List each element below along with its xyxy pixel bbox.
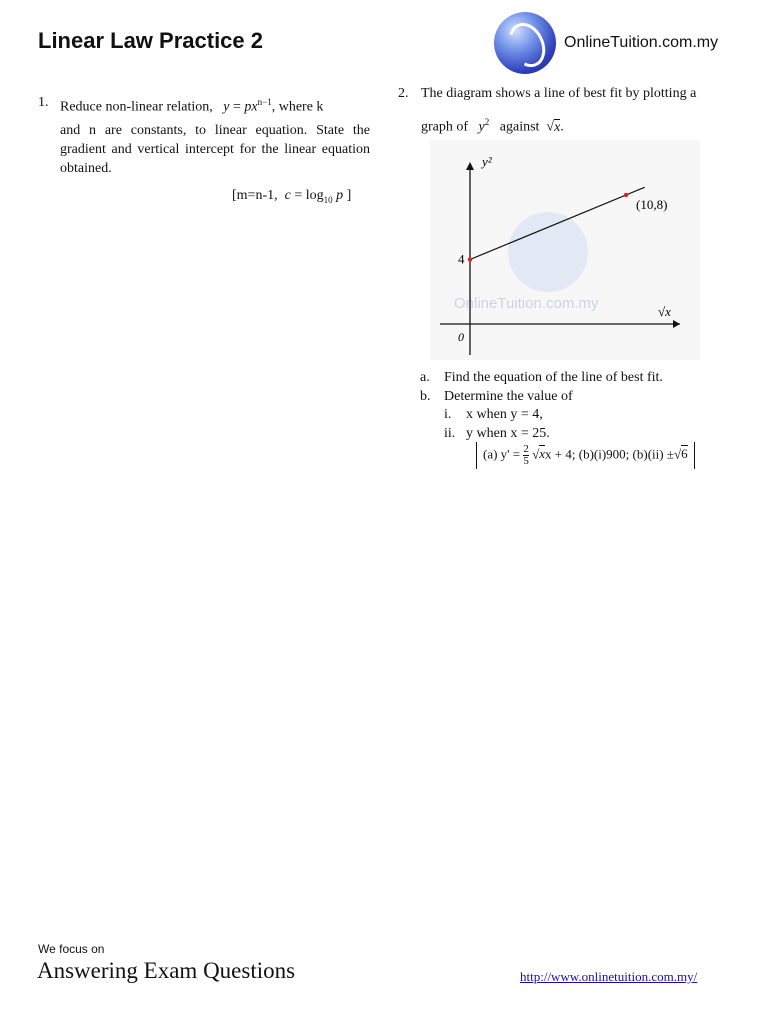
page-title: Linear Law Practice 2 bbox=[38, 28, 263, 53]
question-1-number: 1. bbox=[38, 95, 49, 110]
question-2-line-2: graph of $y^2$ against √x. bbox=[421, 117, 564, 135]
logo bbox=[494, 12, 734, 76]
footer-tagline-big: Answering Exam Questions bbox=[37, 958, 296, 983]
globe-logo-icon bbox=[494, 12, 556, 74]
question-2-parts bbox=[420, 369, 663, 443]
data-point bbox=[624, 193, 628, 197]
part-b-i: i. x when y = 4, bbox=[444, 407, 543, 422]
data-point bbox=[468, 257, 472, 261]
part-b-ii: ii. y when x = 25. bbox=[444, 425, 550, 441]
watermark-globe-icon bbox=[508, 212, 588, 292]
y-intercept-label: 4 bbox=[458, 251, 465, 267]
question-1-line-1: Reduce non-linear relation, $y = px^{n-1}$, where k bbox=[60, 97, 324, 115]
fraction: $\frac{2}{5}$ bbox=[523, 443, 529, 467]
question-2-answer: (a) y' = $\frac{2}{5}$ √xx + 4; (b)(i)900; (b)(ii) ±√6 bbox=[476, 442, 695, 469]
footer-tagline-small: We focus on bbox=[38, 942, 105, 956]
logo-text: OnlineTuition.com.my bbox=[564, 34, 719, 51]
point-label: (10,8) bbox=[636, 197, 668, 212]
footer-website-link[interactable]: http://www.onlinetuition.com.my/ bbox=[520, 969, 698, 984]
question-2-number: 2. bbox=[398, 86, 409, 101]
question-2-line-1: The diagram shows a line of best fit by plotting a bbox=[421, 86, 697, 101]
question-1-answer: [m=n-1, $c = \log_{10} p$ ] bbox=[232, 188, 352, 205]
watermark-text: OnlineTuition.com.my bbox=[454, 295, 599, 312]
question-1-body: and n are constants, to linear equation. State the gradient and vertical intercept for the linear equation obtained. bbox=[60, 123, 370, 176]
origin-label: 0 bbox=[458, 330, 464, 344]
x-axis-label: √x bbox=[658, 304, 671, 319]
y-axis-label: y² bbox=[482, 154, 492, 169]
linear-graph bbox=[430, 140, 700, 360]
part-a: a. Find the equation of the line of best fit. bbox=[420, 370, 663, 385]
part-b: b. Determine the value of bbox=[420, 388, 573, 404]
